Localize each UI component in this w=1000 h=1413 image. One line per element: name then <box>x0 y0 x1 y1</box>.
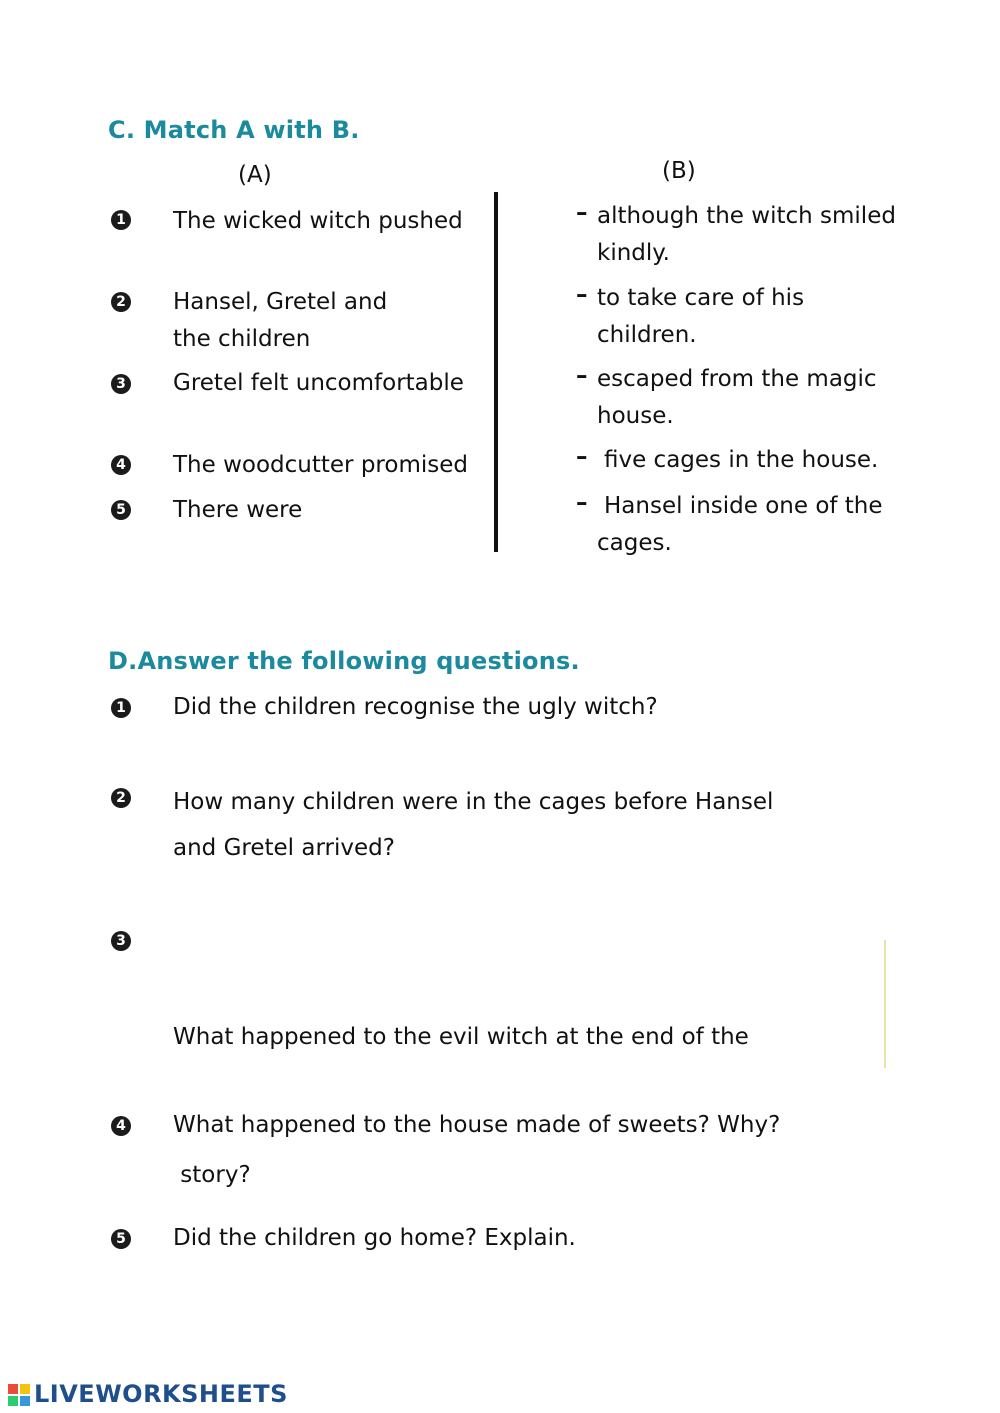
match-b-dash-5: – <box>576 490 588 516</box>
match-number-1: 1 <box>111 210 131 230</box>
match-b-item-4 <box>604 442 878 479</box>
column-a-header: (A) <box>238 162 272 188</box>
match-b-item-4-line-1: five cages in the house. <box>604 447 879 473</box>
logo-square-red <box>8 1384 18 1394</box>
match-b-dash-1: – <box>576 200 588 226</box>
match-b-item-5-line-2: cages. <box>597 530 672 556</box>
match-a-item-5-line-1: There were <box>173 497 303 523</box>
question-3-line-1: What happened to the evil witch at the end of the <box>173 1024 749 1050</box>
match-a-item-4 <box>173 447 468 484</box>
question-number-3: 3 <box>111 931 131 951</box>
match-b-item-1-line-2: kindly. <box>597 240 670 266</box>
logo-square-blue <box>20 1396 30 1406</box>
question-2 <box>173 779 773 871</box>
question-2-line-1: How many children were in the cages before Hansel <box>173 789 774 815</box>
match-b-item-3 <box>597 361 877 435</box>
question-3-line-2: story? <box>173 1162 251 1188</box>
question-2-line-2: and Gretel arrived? <box>173 835 395 861</box>
match-b-item-1-line-1: although the witch smiled <box>597 203 896 229</box>
liveworksheets-logo-icon <box>8 1384 30 1406</box>
match-a-item-3-line-1: Gretel felt uncomfortable <box>173 370 464 396</box>
question-1-line-1: Did the children recognise the ugly witch? <box>173 694 658 720</box>
column-divider <box>494 192 498 552</box>
match-a-item-1-line-1: The wicked witch pushed <box>173 208 463 234</box>
question-number-5: 5 <box>111 1229 131 1249</box>
match-b-item-2-line-1: to take care of his <box>597 285 805 311</box>
match-b-dash-2: – <box>576 282 588 308</box>
section-c-heading: C. Match A with B. <box>108 116 360 144</box>
match-b-dash-3: – <box>576 363 588 389</box>
match-number-4: 4 <box>111 455 131 475</box>
match-a-item-2-line-1: Hansel, Gretel and <box>173 289 388 315</box>
match-a-item-3 <box>173 365 464 402</box>
logo-square-green <box>8 1396 18 1406</box>
liveworksheets-footer: LIVEWORKSHEETS <box>34 1380 288 1408</box>
question-1 <box>173 689 658 726</box>
question-number-4: 4 <box>111 1116 131 1136</box>
question-5 <box>173 1220 576 1257</box>
match-b-item-3-line-1: escaped from the magic <box>597 366 877 392</box>
match-b-item-2 <box>597 280 804 354</box>
match-number-3: 3 <box>111 374 131 394</box>
question-5-line-1: Did the children go home? Explain. <box>173 1225 576 1251</box>
match-number-5: 5 <box>111 500 131 520</box>
match-b-item-2-line-2: children. <box>597 322 697 348</box>
match-a-item-5 <box>173 492 302 529</box>
question-number-2: 2 <box>111 788 131 808</box>
logo-square-yellow <box>20 1384 30 1394</box>
question-4 <box>173 1107 780 1144</box>
match-b-item-5 <box>597 488 883 562</box>
scan-mark <box>884 940 886 1068</box>
match-b-item-1 <box>597 198 896 272</box>
question-4-line-1: What happened to the house made of sweets? Why? <box>173 1112 781 1138</box>
match-b-item-5-line-1: Hansel inside one of the <box>604 493 883 519</box>
match-b-dash-4: – <box>576 444 588 470</box>
question-number-1: 1 <box>111 698 131 718</box>
match-a-item-1 <box>173 203 463 240</box>
match-b-item-3-line-2: house. <box>597 403 674 429</box>
match-a-item-4-line-1: The woodcutter promised <box>173 452 468 478</box>
column-b-header: (B) <box>662 158 696 184</box>
question-3 <box>173 922 749 1244</box>
match-number-2: 2 <box>111 292 131 312</box>
section-d-heading: D.Answer the following questions. <box>108 647 580 675</box>
match-a-item-2-line-2: the children <box>173 326 311 352</box>
match-a-item-2 <box>173 284 387 358</box>
